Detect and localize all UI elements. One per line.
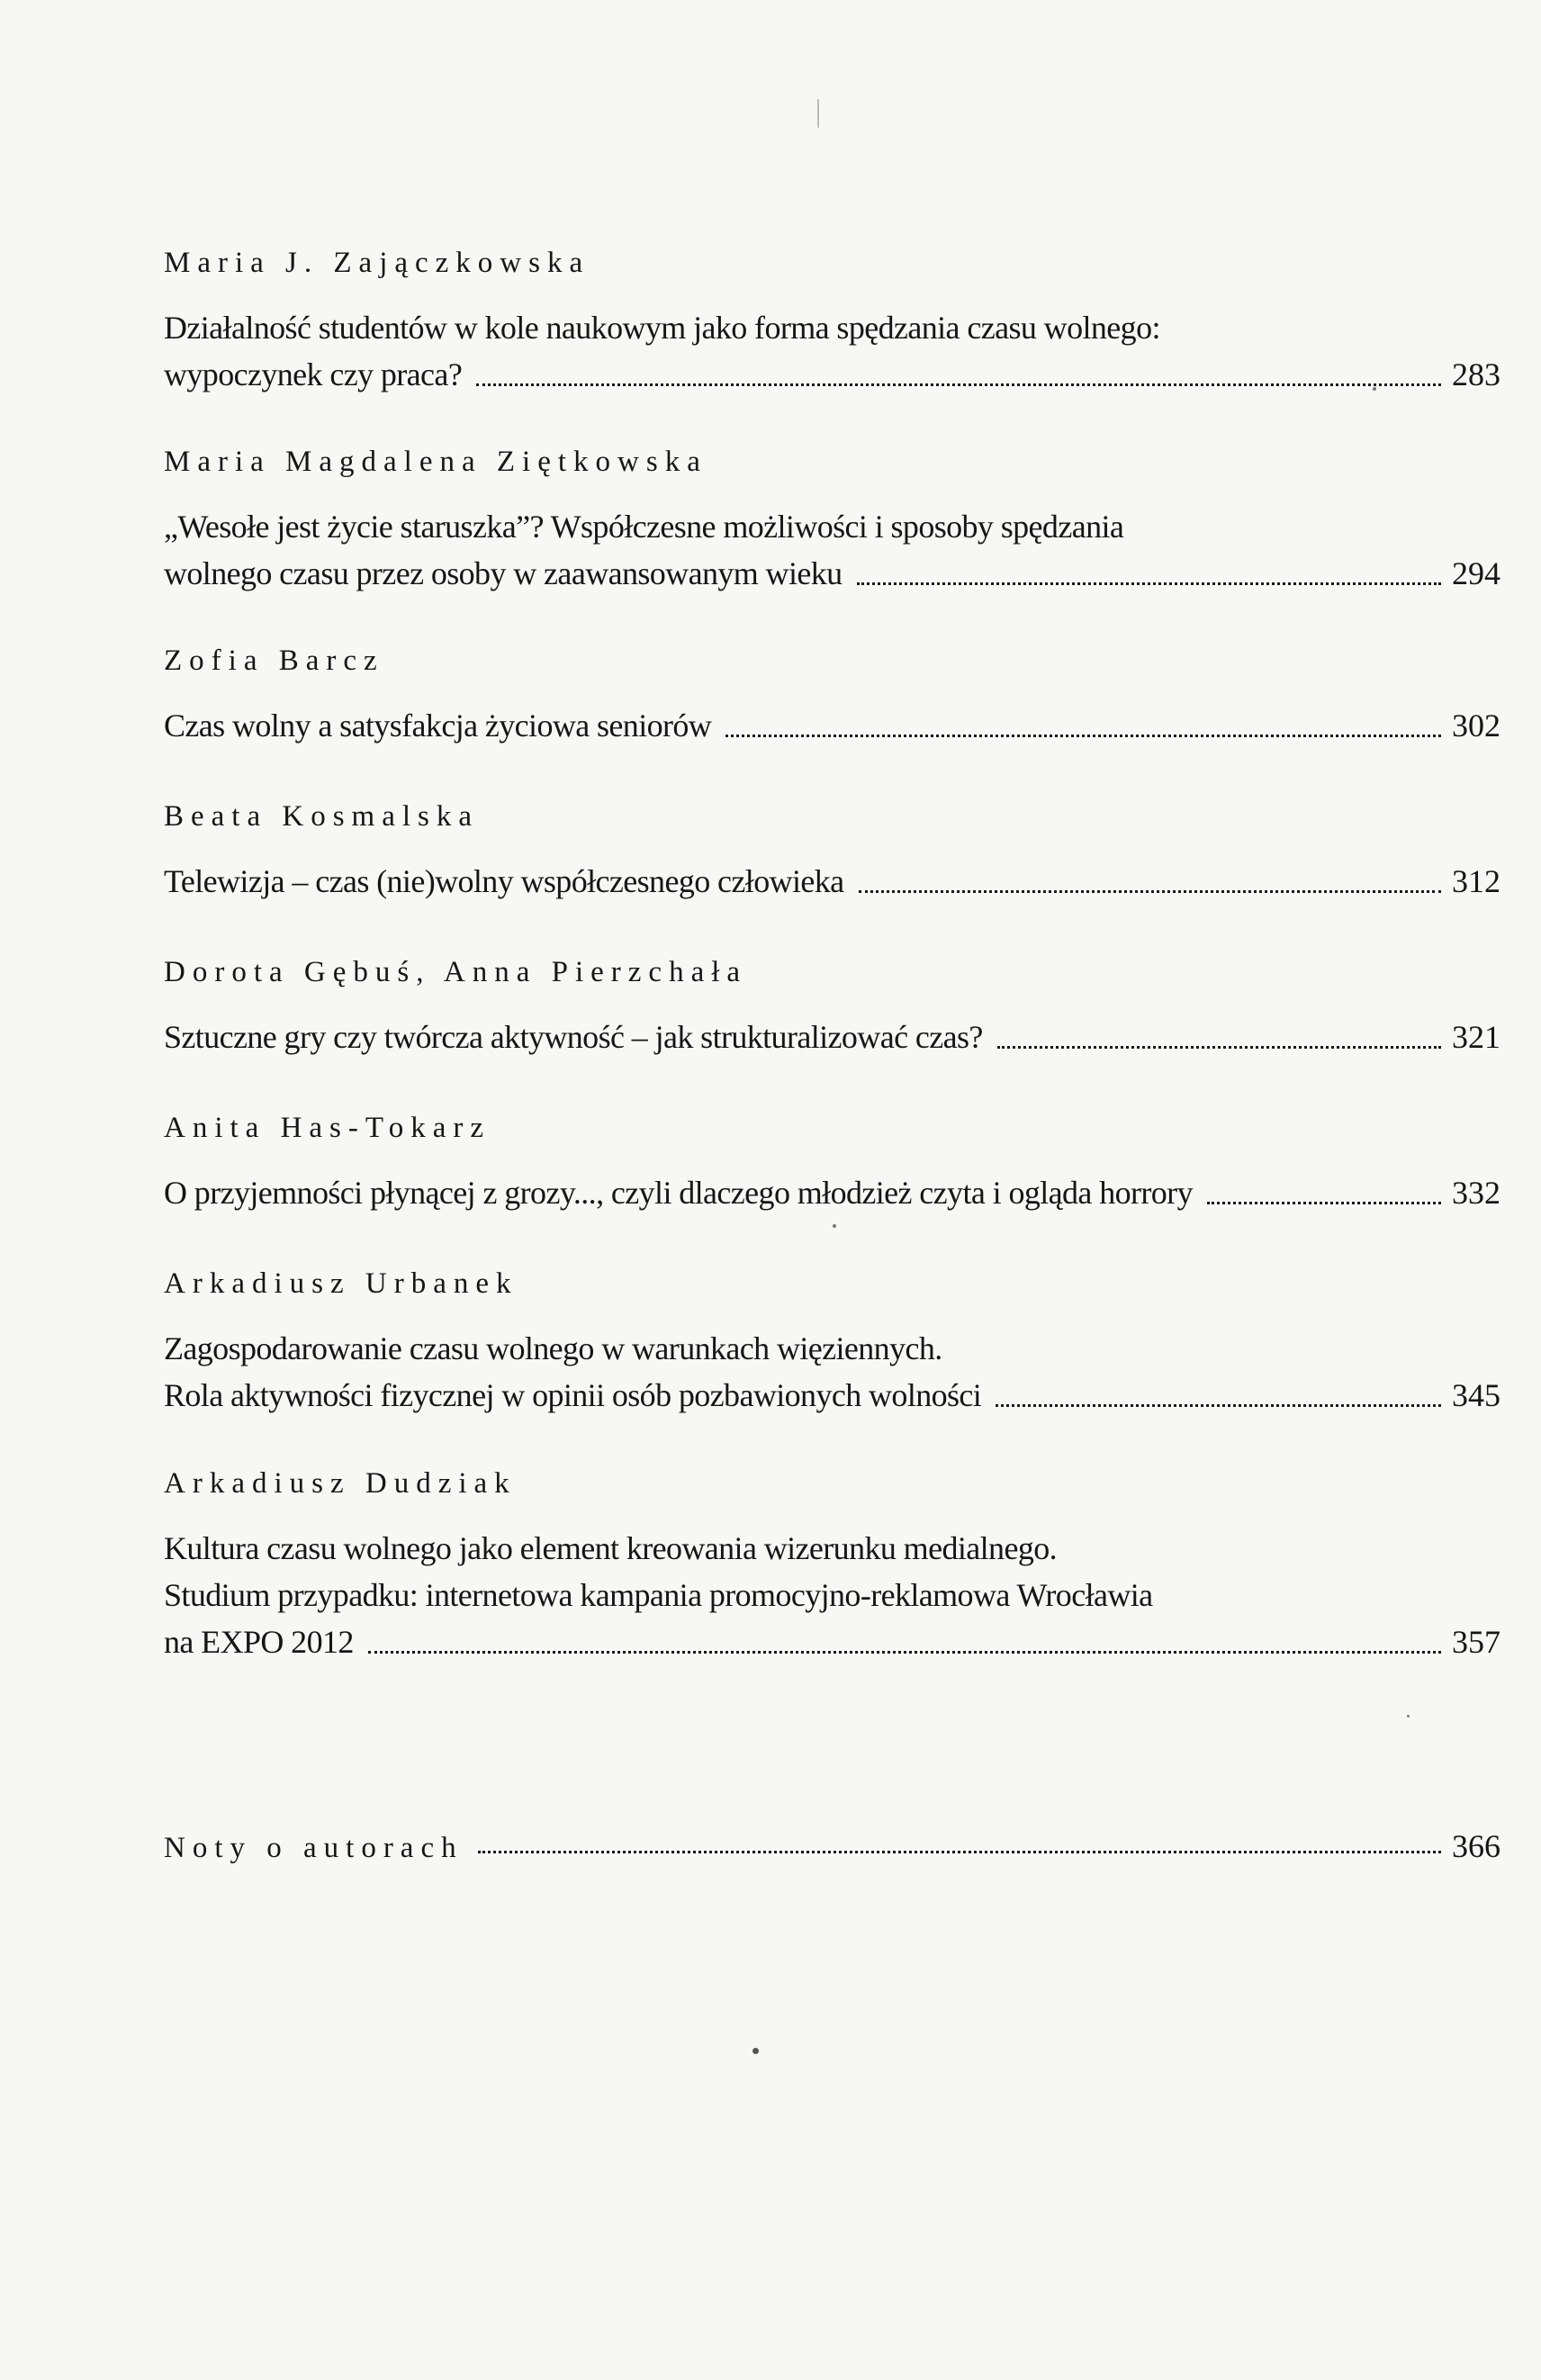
entry-author: Arkadiusz Urbanek bbox=[164, 1267, 518, 1300]
title-line: Kultura czasu wolnego jako element kreowania wizerunku medialnego. bbox=[164, 1530, 1058, 1566]
entry-author: Maria Magdalena Ziętkowska bbox=[164, 446, 707, 478]
entry-title bbox=[164, 1325, 1500, 1419]
dot-leader bbox=[859, 890, 1441, 893]
toc-entry bbox=[164, 444, 1500, 597]
toc-entry bbox=[164, 798, 1500, 905]
page-number: 312 bbox=[1452, 863, 1500, 899]
title-line: Telewizja – czas (nie)wolny współczesnego człowieka bbox=[164, 863, 844, 899]
entry-title bbox=[164, 304, 1500, 398]
toc-entry bbox=[164, 245, 1500, 398]
dot-leader bbox=[996, 1404, 1441, 1407]
page-number: 357 bbox=[1452, 1624, 1500, 1660]
toc-entry bbox=[164, 643, 1500, 749]
toc-entry bbox=[164, 1266, 1500, 1419]
title-line: Zagospodarowanie czasu wolnego w warunkach więziennych. bbox=[164, 1330, 942, 1366]
dot-leader bbox=[476, 383, 1441, 386]
toc-entry bbox=[164, 954, 1500, 1060]
page-number: 321 bbox=[1452, 1019, 1500, 1055]
title-line: O przyjemności płynącej z grozy..., czyli dlaczego młodzież czyta i ogląda horrory bbox=[164, 1175, 1193, 1211]
title-line: Działalność studentów w kole naukowym jako forma spędzania czasu wolnego: bbox=[164, 310, 1160, 346]
page-number: 283 bbox=[1452, 356, 1500, 392]
title-line: na EXPO 2012 bbox=[164, 1624, 354, 1660]
title-line: Sztuczne gry czy twórcza aktywność – jak strukturalizować czas? bbox=[164, 1019, 983, 1055]
title-line: Studium przypadku: internetowa kampania promocyjno-reklamowa Wrocławia bbox=[164, 1577, 1153, 1613]
title-line: Czas wolny a satysfakcja życiowa seniorów bbox=[164, 708, 712, 744]
entry-title bbox=[164, 1014, 1500, 1060]
entry-author: Arkadiusz Dudziak bbox=[164, 1467, 517, 1500]
title-line: „Wesołe jest życie staruszka”? Współczesne możliwości i sposoby spędzania bbox=[164, 509, 1124, 545]
notes-entry bbox=[164, 1818, 1500, 1865]
title-line: wolnego czasu przez osoby w zaawansowanym wieku bbox=[164, 555, 843, 591]
dot-leader bbox=[1207, 1202, 1441, 1204]
dot-leader bbox=[478, 1851, 1441, 1853]
notes-label: Noty o autorach bbox=[164, 1832, 464, 1864]
entry-author: Dorota Gębuś, Anna Pierzchała bbox=[164, 956, 748, 988]
page-number: 332 bbox=[1452, 1175, 1500, 1211]
title-last-line bbox=[164, 1169, 1500, 1216]
title-last-line bbox=[164, 858, 1500, 905]
dot-leader bbox=[857, 582, 1441, 585]
toc-entry bbox=[164, 1110, 1500, 1216]
title-line: Rola aktywności fizycznej w opinii osób pozbawionych wolności bbox=[164, 1377, 982, 1413]
entry-title bbox=[164, 702, 1500, 749]
entry-title bbox=[164, 1169, 1500, 1216]
page-number: 366 bbox=[1452, 1828, 1500, 1864]
title-line: wypoczynek czy praca? bbox=[164, 356, 463, 392]
toc-entry bbox=[164, 1465, 1500, 1665]
title-last-line bbox=[164, 1014, 1500, 1060]
entry-title bbox=[164, 503, 1500, 597]
title-last-line bbox=[164, 1372, 1500, 1419]
dot-leader bbox=[368, 1651, 1441, 1654]
page-number: 294 bbox=[1452, 555, 1500, 591]
entry-author: Zofia Barcz bbox=[164, 645, 384, 677]
entry-title bbox=[164, 1525, 1500, 1665]
dot-leader bbox=[997, 1046, 1441, 1049]
title-last-line bbox=[164, 550, 1500, 597]
dot-leader bbox=[725, 735, 1441, 737]
title-last-line bbox=[164, 702, 1500, 749]
title-last-line bbox=[164, 1618, 1500, 1665]
entry-author: Beata Kosmalska bbox=[164, 800, 480, 833]
title-last-line bbox=[164, 351, 1500, 398]
entry-author: Anita Has-Tokarz bbox=[164, 1112, 491, 1144]
entry-author: Maria J. Zajączkowska bbox=[164, 247, 590, 279]
page-number: 345 bbox=[1452, 1377, 1500, 1413]
page-number: 302 bbox=[1452, 708, 1500, 744]
entry-title bbox=[164, 858, 1500, 905]
